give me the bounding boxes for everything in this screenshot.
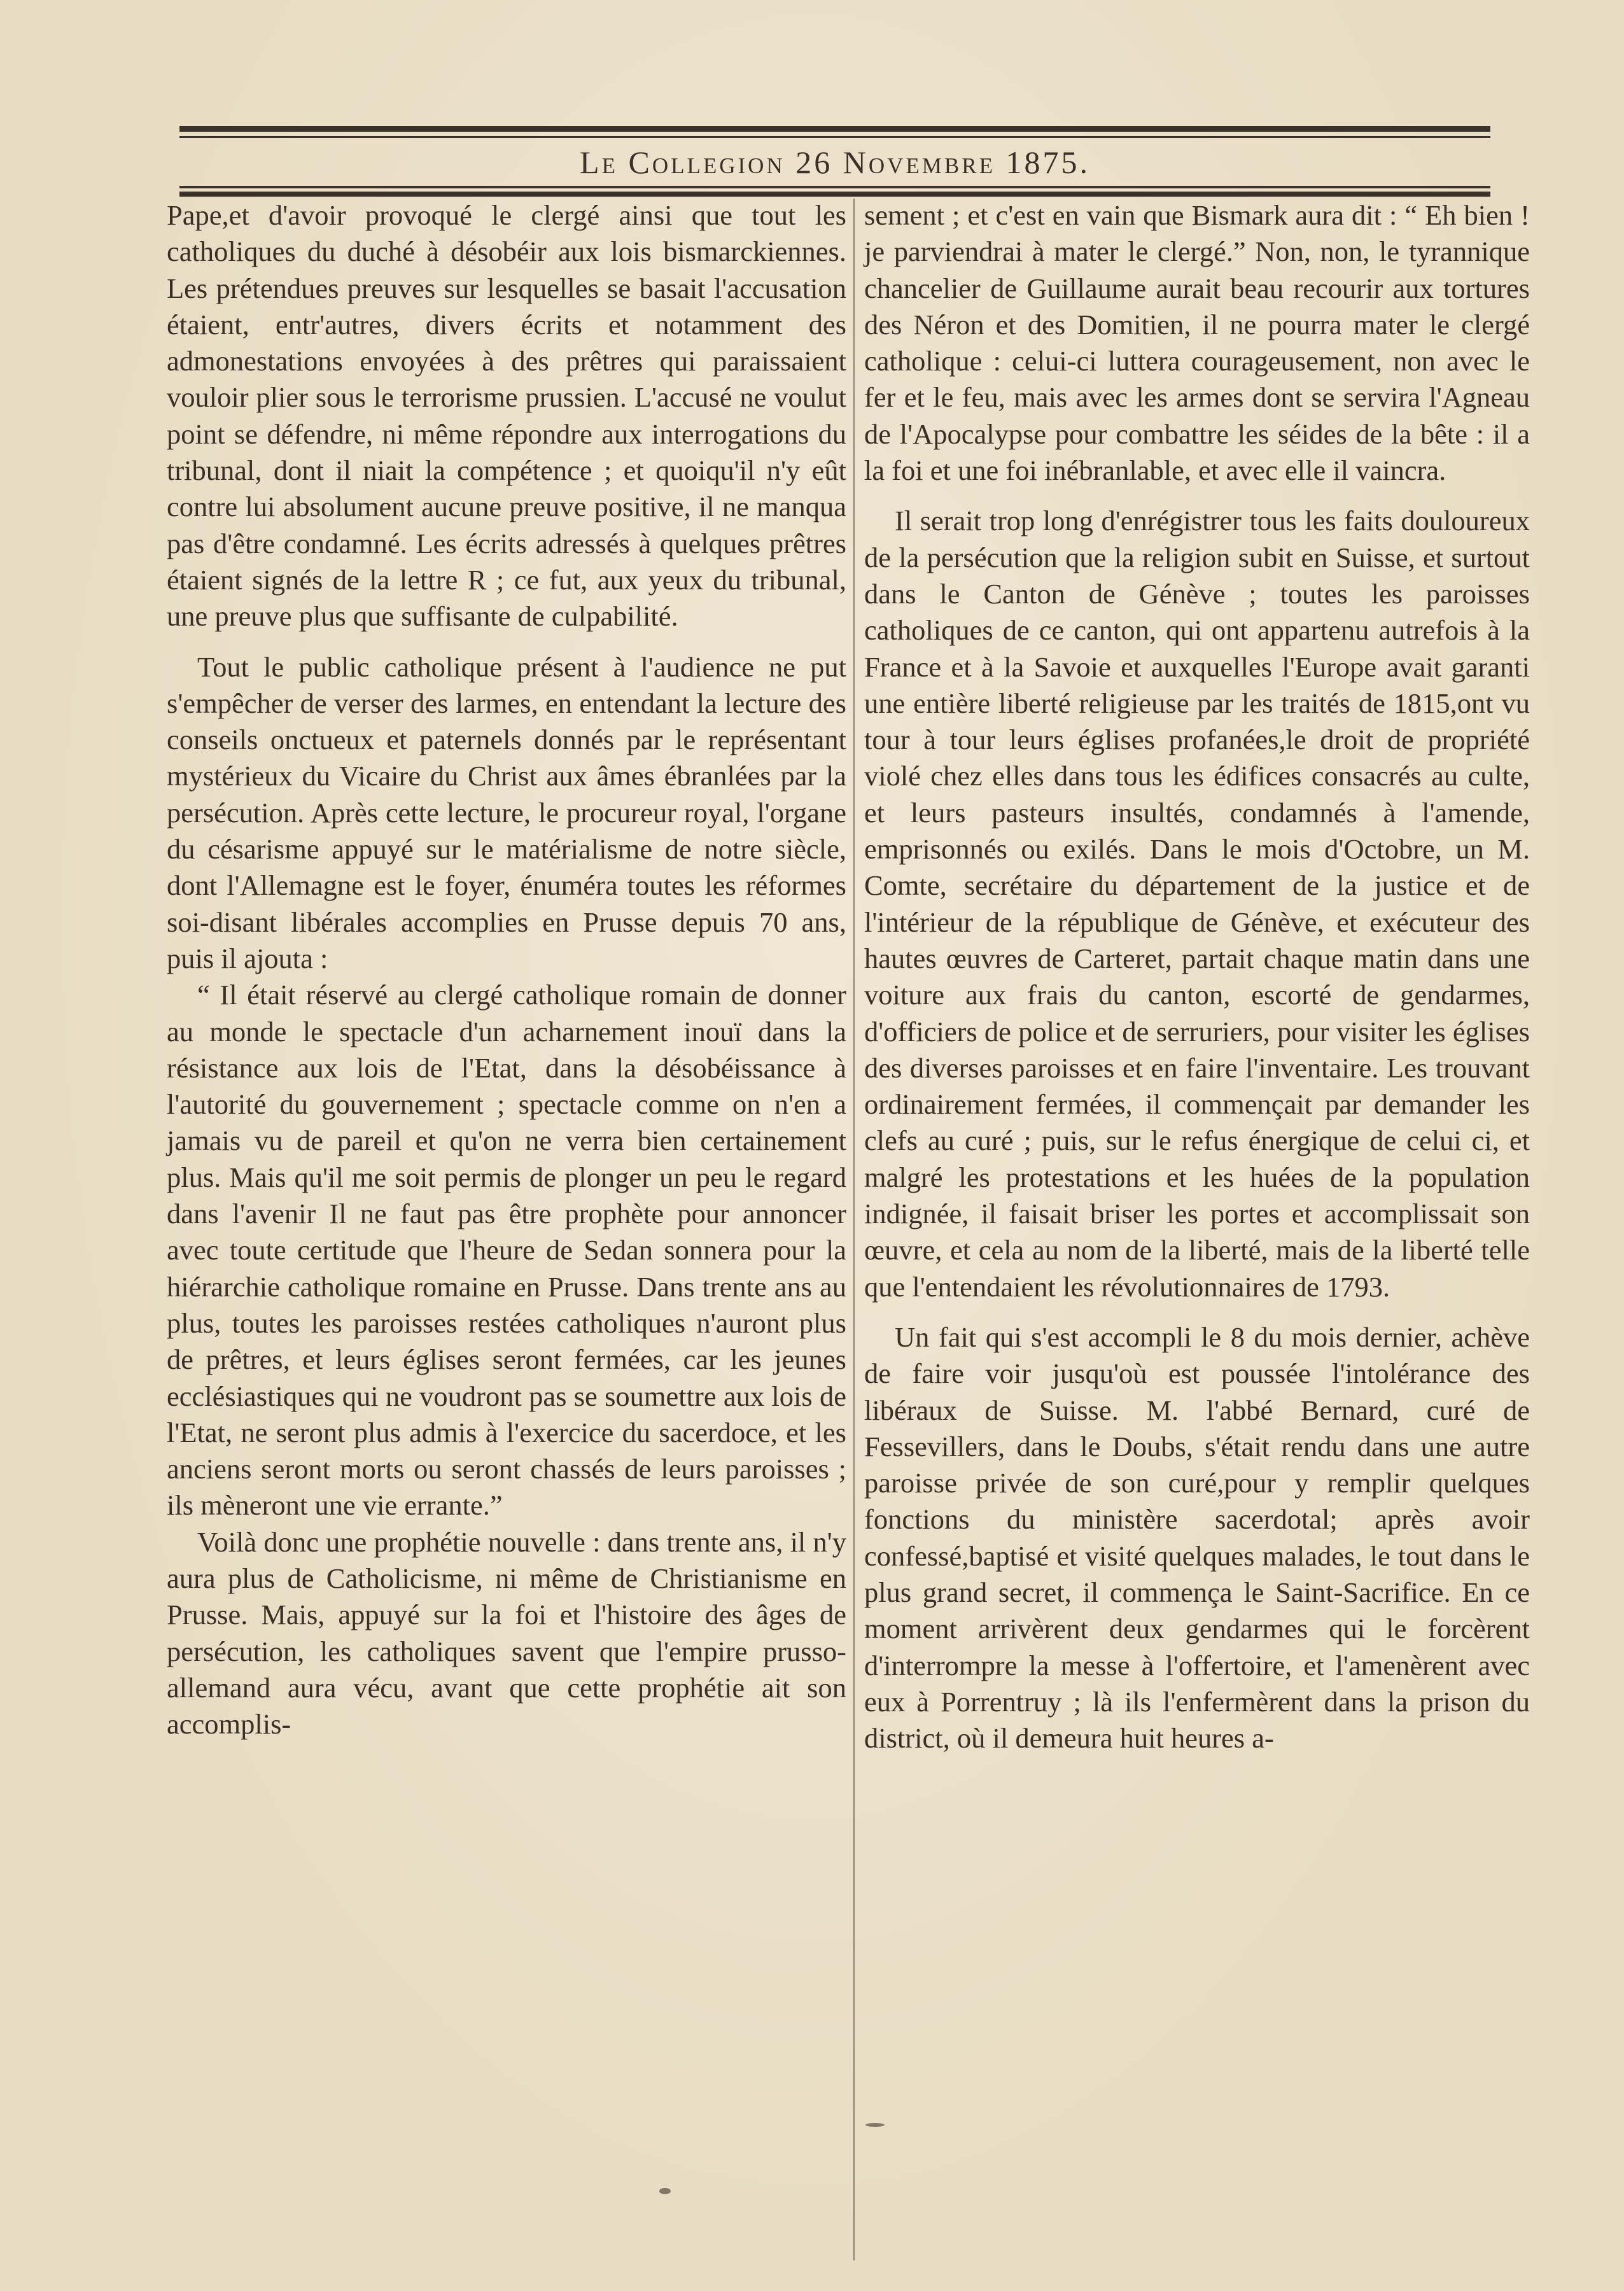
header-rule-top-thin	[179, 136, 1490, 138]
ink-mark	[659, 2188, 671, 2194]
header-rule-bottom	[179, 192, 1490, 197]
header-rule-bottom-thin	[179, 186, 1490, 188]
column-divider	[853, 199, 855, 2260]
ink-mark	[865, 2123, 885, 2127]
left-column	[167, 197, 846, 1742]
paragraph: Tout le public catholique présent à l'audience ne put s'empêcher de verser des larmes, en entendant la lecture des conseils onctueux et paternels donnés par le représentant mystérieux du Vicaire du Christ aux âmes ébranlées par la persécution. Après cette lecture, le procureur royal, l'organe du césarisme appuyé sur le matérialisme de notre siècle, dont l'Allemagne est le foyer, énuméra toutes les réformes soi-disant libérales accomplies en Prusse depuis 70 ans, puis il ajouta :	[167, 650, 846, 974]
paragraph: sement ; et c'est en vain que Bismark aura dit : “ Eh bien ! je parviendrai à mater le clergé.” Non, non, le tyrannique chancelier de Guillaume aurait beau recourir aux tortures des Néron et des Domitien, il ne pourra mater le clergé catholique : celui-ci luttera courageusement, non avec le fer et le feu, mais avec les armes dont se servira l'Agneau de l'Apocalypse pour combattre les séides de la bête : il a la foi et une foi inébranlable, et avec elle il vaincra.	[864, 199, 1530, 487]
paragraph: Il serait trop long d'enrégistrer tous les faits douloureux de la persécution que la religion subit en Suisse, et surtout dans le Canton de Génève ; toutes les paroisses catholiques de ce canton, qui ont appartenu autrefois à la France et à la Savoie et auxquelles l'Europe avait garanti une entière liberté religieuse par les traités de 1815,ont vu tour à tour leurs églises profanées,le droit de propriété violé chez elles dans tous les édifices consacrés au culte, et leurs pasteurs insultés, condamnés à l'amende, emprisonnés ou exilés. Dans le mois d'Octobre, un M. Comte, secrétaire du département de la justice et de l'intérieur de la république de Génève, et exécuteur des hautes œuvres de Carteret, partait chaque matin dans une voiture aux frais du canton, escorté de gendarmes, d'officiers de police et de serruriers, pour visiter les églises des diverses paroisses et en faire l'inventaire. Les trouvant ordinairement fermées, il commençait par demander les clefs au curé ; puis, sur le refus énergique de celui ci, et malgré les protestations et les huées de la population indignée, il faisait briser les portes et accomplissait son œuvre, et cela au nom de la liberté, mais de la liberté telle que l'entendaient les révolutionnaires de 1793.	[864, 505, 1530, 1303]
right-column	[864, 197, 1530, 1756]
header-rule-top	[179, 126, 1490, 132]
paragraph: Voilà donc une prophétie nouvelle : dans trente ans, il n'y aura plus de Catholicisme, ni même de Christianisme en Prusse. Mais, appuyé sur la foi et l'histoire des âges de persécution, les catholiques savent que l'empire prusso-allemand aura vécu, avant que cette prophétie ait son accomplis-	[167, 1525, 846, 1741]
paragraph: “ Il était réservé au clergé catholique romain de donner au monde le spectacle d'un acharnement inouï dans la résistance aux lois de l'Etat, dans la désobéissance à l'autorité du gouvernement ; spectacle comme on n'en a jamais vu de pareil et qu'on ne verra bien certainement plus. Mais qu'il me soit permis de plonger un peu le regard dans l'avenir Il ne faut pas être prophète pour annoncer avec toute certitude que l'heure de Sedan sonnera pour la hiérarchie catholique romaine en Prusse. Dans trente ans au plus, toutes les paroisses restées catholiques n'auront plus de prêtres, et leurs églises seront fermées, car les jeunes ecclésiastiques qui ne voudront pas se soumettre aux lois de l'Etat, ne seront plus admis à l'exercice du sacerdoce, et les anciens seront morts ou seront chassés de leurs paroisses ; ils mèneront une vie errante.”	[167, 979, 846, 1522]
paragraph: Pape,et d'avoir provoqué le clergé ainsi que tout les catholiques du duché à désobéir aux lois bismarckiennes. Les prétendues preuves sur lesquelles se basait l'accusation étaient, entr'autres, divers écrits et notamment des admonestations envoyées à des prêtres qui paraissaient vouloir plier sous le terrorisme prussien. L'accusé ne voulut point se défendre, ni même répondre aux interrogations du tribunal, dont il niait la compétence ; et quoiqu'il n'y eût contre lui absolument aucune preuve positive, il ne manqua pas d'être condamné. Les écrits adressés à quelques prêtres étaient signés de la lettre R ; ce fut, aux yeux du tribunal, une preuve plus que suffisante de culpabilité.	[167, 199, 846, 633]
masthead: Le Collegion 26 Novembre 1875.	[580, 144, 1090, 180]
paragraph: Un fait qui s'est accompli le 8 du mois dernier, achève de faire voir jusqu'où est poussée l'intolérance des libéraux de Suisse. M. l'abbé Bernard, curé de Fessevillers, dans le Doubs, s'était rendu dans une autre paroisse privée de son curé,pour y remplir quelques fonctions du ministère sacerdotal; après avoir confessé,baptisé et visité quelques malades, le tout dans le plus grand secret, il commença le Saint-Sacrifice. En ce moment arrivèrent deux gendarmes qui le forcèrent d'interrompre la messe à l'offertoire, et l'amenèrent avec eux à Porrentruy ; là ils l'enfermèrent dans la prison du district, où il demeura huit heures a-	[864, 1321, 1530, 1755]
